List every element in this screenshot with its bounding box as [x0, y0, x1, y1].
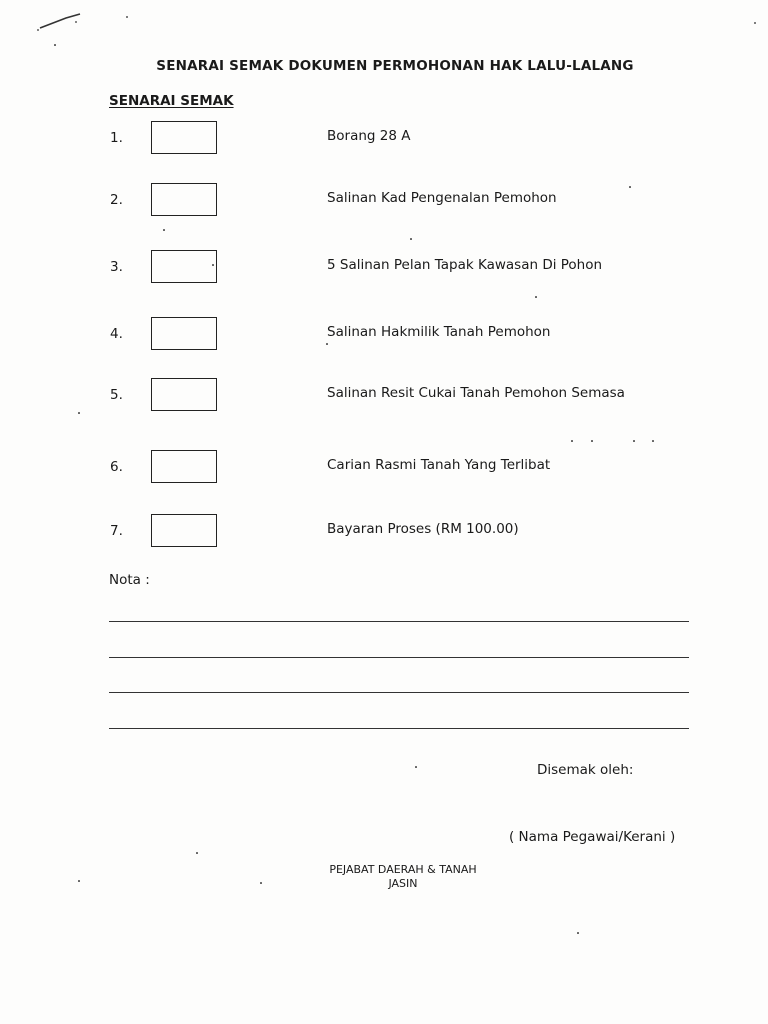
office-block	[303, 863, 503, 891]
note-line	[109, 692, 689, 693]
note-line	[109, 621, 689, 622]
office-location: JASIN	[388, 877, 418, 890]
scan-speck	[410, 238, 412, 240]
note-line	[109, 728, 689, 729]
checklist-label: Salinan Resit Cukai Tanah Pemohon Semasa	[327, 385, 625, 401]
scan-speck	[577, 932, 579, 934]
scan-speck	[652, 440, 654, 442]
checkbox[interactable]	[151, 378, 217, 411]
document-title: SENARAI SEMAK DOKUMEN PERMOHONAN HAK LALU-LALANG	[156, 58, 634, 74]
checkbox[interactable]	[151, 514, 217, 547]
scan-speck	[633, 440, 635, 442]
checked-by-label: Disemak oleh:	[537, 762, 634, 778]
scan-speck	[535, 296, 537, 298]
pen-mark-icon	[36, 8, 86, 38]
checklist-label: Salinan Hakmilik Tanah Pemohon	[327, 324, 551, 340]
scan-speck	[260, 882, 262, 884]
checkbox[interactable]	[151, 317, 217, 350]
checklist-row	[0, 121, 768, 157]
checklist-number: 3.	[110, 259, 123, 275]
checklist-row	[0, 450, 768, 486]
office-name: PEJABAT DAERAH & TANAH	[329, 863, 477, 876]
nota-label: Nota :	[109, 572, 150, 588]
scan-speck	[54, 44, 56, 46]
scan-speck	[415, 766, 417, 768]
checklist-row	[0, 317, 768, 353]
scan-speck	[78, 880, 80, 882]
checklist-number: 1.	[110, 130, 123, 146]
scan-speck	[196, 852, 198, 854]
note-line	[109, 657, 689, 658]
officer-name-label: ( Nama Pegawai/Kerani )	[509, 829, 676, 845]
checklist-label: Carian Rasmi Tanah Yang Terlibat	[327, 457, 551, 473]
checklist-number: 4.	[110, 326, 123, 342]
scan-speck	[591, 440, 593, 442]
scan-speck	[571, 440, 573, 442]
checklist-label: Salinan Kad Pengenalan Pemohon	[327, 190, 557, 206]
checklist-number: 6.	[110, 459, 123, 475]
checklist-label: Bayaran Proses (RM 100.00)	[327, 521, 519, 537]
checklist-row	[0, 378, 768, 414]
checkbox[interactable]	[151, 250, 217, 283]
scan-speck	[126, 16, 128, 18]
checkbox[interactable]	[151, 121, 217, 154]
checkbox[interactable]	[151, 183, 217, 216]
checklist-row	[0, 250, 768, 286]
section-heading: SENARAI SEMAK	[109, 93, 234, 109]
checklist-label: Borang 28 A	[327, 128, 411, 144]
checklist-number: 2.	[110, 192, 123, 208]
scan-speck	[754, 22, 756, 24]
checklist-label: 5 Salinan Pelan Tapak Kawasan Di Pohon	[327, 257, 603, 273]
checklist-row	[0, 183, 768, 219]
checkbox[interactable]	[151, 450, 217, 483]
checklist-number: 7.	[110, 523, 123, 539]
scan-speck	[163, 229, 165, 231]
checklist-number: 5.	[110, 387, 123, 403]
checklist-row	[0, 514, 768, 550]
